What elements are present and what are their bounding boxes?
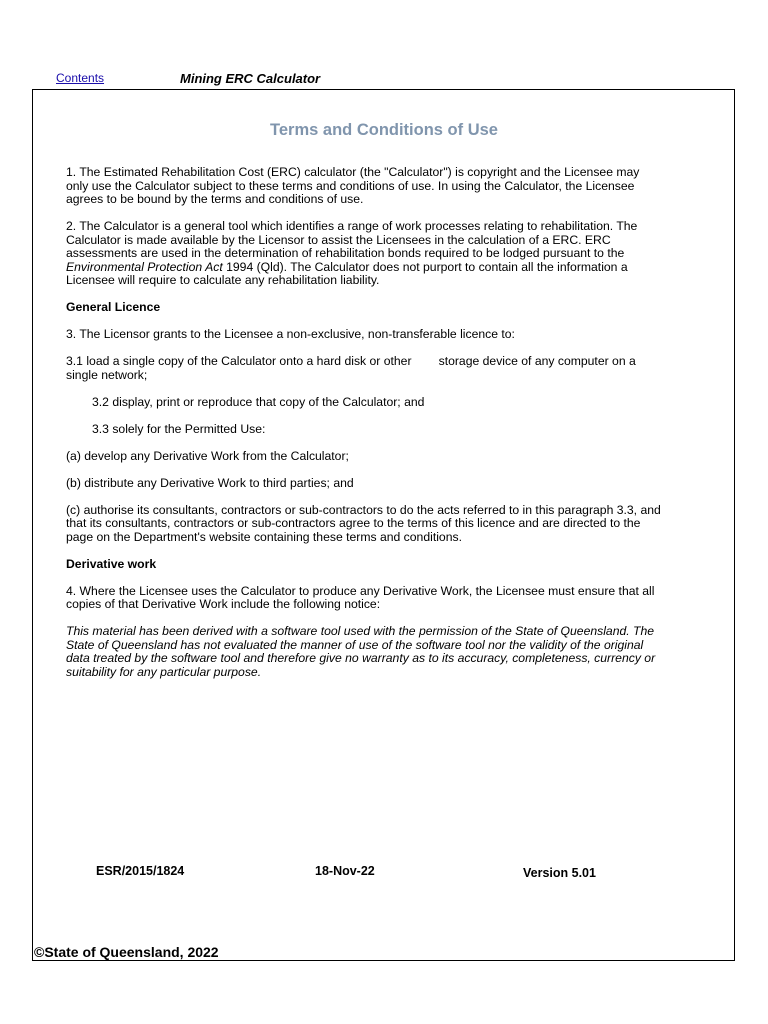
version-label: Version 5.01 xyxy=(523,866,596,880)
clause-4: 4. Where the Licensee uses the Calculator to produce any Derivative Work, the Licensee must ensure that all copies of that Derivative Work include the following notice: xyxy=(66,583,655,611)
derivative-notice: This material has been derived with a software tool used with the permission of the State of Queensland. The State of Queensland has not evaluated the manner of use of the software tool nor the validity of the original data treated by the software tool and therefore give no warranty as to its accuracy, completeness, currency or suitability for any particular purpose. xyxy=(66,624,656,679)
clause-3: 3. The Licensor grants to the Licensee a non-exclusive, non-transferable licence to: xyxy=(66,327,515,341)
terms-body xyxy=(66,166,662,679)
copyright-notice: ©State of Queensland, 2022 xyxy=(34,944,219,960)
clause-3-3: 3.3 solely for the Permitted Use: xyxy=(92,421,266,436)
clause-3-2: 3.2 display, print or reproduce that copy of the Calculator; and xyxy=(92,394,425,409)
clause-2-text-a: 2. The Calculator is a general tool which identifies a range of work processes relating to rehabilitation. The Calculator is made available by the Licensor to assist the Licensees in the calculation of a ERC. ERC assessments are used in the determination of rehabilitation bonds required to be lodged pursuant to the xyxy=(66,219,638,260)
heading-general-licence: General Licence xyxy=(66,300,161,314)
clause-b: (b) distribute any Derivative Work to third parties; and xyxy=(66,475,354,490)
app-title: Mining ERC Calculator xyxy=(180,71,321,86)
contents-link[interactable]: Contents xyxy=(56,71,105,85)
clause-2 xyxy=(66,220,662,288)
clause-a: (a) develop any Derivative Work from the Calculator; xyxy=(66,448,349,463)
clause-2-act-name: Environmental Protection Act xyxy=(66,259,223,274)
clause-c: (c) authorise its consultants, contractors or sub-contractors to do the acts referred to in this paragraph 3.3, and that its consultants, contractors or sub-contractors agree to the terms of this licence and are directed to the page on the Department's website containing these terms and conditions. xyxy=(66,502,661,544)
clause-1: 1. The Estimated Rehabilitation Cost (ERC) calculator (the "Calculator") is copyright and the Licensee may only use the Calculator subject to these terms and conditions of use. In using the Calculator, the Licensee agrees to be bound by the terms and conditions of use. xyxy=(66,165,640,206)
page-title: Terms and Conditions of Use xyxy=(270,121,498,139)
issue-date: 18-Nov-22 xyxy=(315,864,375,878)
reference-number: ESR/2015/1824 xyxy=(96,864,185,878)
clause-2-text-b: 1994 (Qld). The Calculator does not purport to contain all the information a Licensee will require to calculate any rehabilitation liability. xyxy=(66,259,628,287)
clause-3-1: 3.1 load a single copy of the Calculator onto a hard disk or other storage device of any computer on a single network; xyxy=(66,354,640,382)
heading-derivative-work: Derivative work xyxy=(66,556,157,571)
